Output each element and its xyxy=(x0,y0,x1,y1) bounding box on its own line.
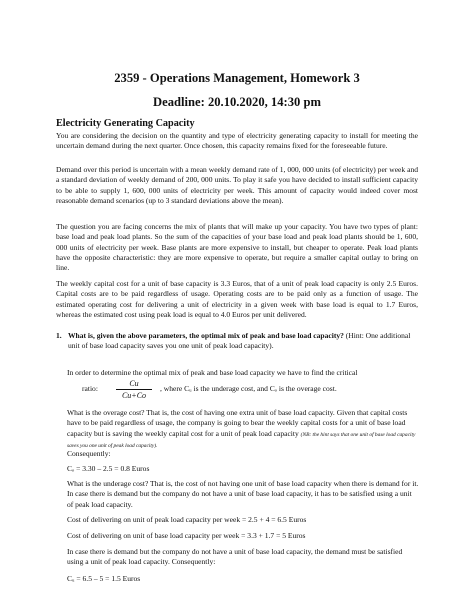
fraction-numerator: Cu xyxy=(116,379,152,390)
question-text: What is, given the above parameters, the optimal mix of peak and base load capacity? xyxy=(68,331,344,340)
section-heading: Electricity Generating Capacity xyxy=(56,118,195,129)
paragraph-demand: Demand over this period is uncertain with a mean weekly demand rate of 1, 000, 000 units (of electricity) per week and a standard deviation of weekly demand of 200, 000 units. To play it safe you have decided to install sufficient capacity to be able to supply 1, 600, 000 units of electricity per week. This amount of capacity would indeed cover most reasonable demand scenarios (up to 3 standard deviations above the mean). xyxy=(56,165,418,205)
underage-cost-equation: Cᵤ = 6.5 – 5 = 1.5 Euros xyxy=(67,574,141,583)
case-paragraph: In case there is demand but the company do not have a unit of base load capacity, the demand must be satisfied using a unit of peak load capacity. Consequently: xyxy=(67,547,403,567)
paragraph-plants: The question you are facing concerns the mix of plants that will make up your capacity. You have two types of plant: base load and peak load plants. So the sum of the capacities of your base load and peak load plants should be 1, 600, 000 units of electricity per week. Base plants are more expensive to install, but cheaper to operate. Peak load plants have the opposite characteristic: they are more expensive to operate, but require a smaller capital outlay to bring on line. xyxy=(56,222,418,273)
question-1 xyxy=(56,331,422,352)
base-cost-line: Cost of delivering on unit of base load capacity per week = 3.3 + 1.7 = 5 Euros xyxy=(67,531,306,540)
question-body xyxy=(68,331,422,352)
paragraph-costs: The weekly capital cost for a unit of base capacity is 3.3 Euros, that of a unit of peak load capacity is only 2.5 Euros. Capital costs are to be paid regardless of usage. Operating costs are to be paid only as a function of usage. The estimated operating cost for delivering a unit of electricity in a given week with base load is equal to 1.7 Euros, whereas the estimated cost using peak load is equal to 4.0 Euros per unit delivered. xyxy=(56,279,418,319)
underage-question: What is the underage cost? That is, the cost of not having one unit of base load capacity when there is demand for it. In case there is demand but the company do not have a unit of base load capacity, it has to be satisfied using a unit of peak load capacity. xyxy=(67,479,419,509)
overage-text: What is the overage cost? That is, the cost of having one extra unit of base load capacity. Given that capital costs have to be paid regardless of usage, the company is going to bear the weekly capital costs for a unit of base load capacity but is saving the weekly capital cost for a unit of peak load capacity xyxy=(67,408,408,438)
overage-cost-equation: Cₒ = 3.30 – 2.5 = 0.8 Euros xyxy=(67,464,150,473)
ratio-label: ratio: xyxy=(82,384,98,393)
document-title: 2359 - Operations Management, Homework 3 xyxy=(114,71,360,85)
overage-question xyxy=(67,408,419,451)
fraction-denominator: Cu+Co xyxy=(121,391,147,400)
critical-ratio-fraction xyxy=(116,379,152,400)
answer-intro: In order to determine the optimal mix of peak and base load capacity we have to find the critical xyxy=(67,368,358,377)
overage-note: (NB: the hint says that one unit of base load capacity saves you one unit of peak load capacity). xyxy=(67,431,416,449)
deadline-heading: Deadline: 20.10.2020, 14:30 pm xyxy=(153,95,321,109)
ratio-explanation: , where Cᵤ is the underage cost, and Cₒ is the overage cost. xyxy=(160,384,337,393)
question-hint: (Hint: One additional unit of base load capacity saves you one unit of peak load capacity). xyxy=(68,331,411,351)
paragraph-intro: You are considering the decision on the quantity and type of electricity generating capacity to install for meeting the uncertain demand during the next quarter. Once chosen, this capacity remains fixed for the foreseeable future. xyxy=(56,131,418,151)
question-number: 1. xyxy=(56,331,62,340)
peak-cost-line: Cost of delivering on unit of peak load capacity per week = 2.5 + 4 = 6.5 Euros xyxy=(67,515,307,524)
consequently-label: Consequently: xyxy=(67,449,111,458)
